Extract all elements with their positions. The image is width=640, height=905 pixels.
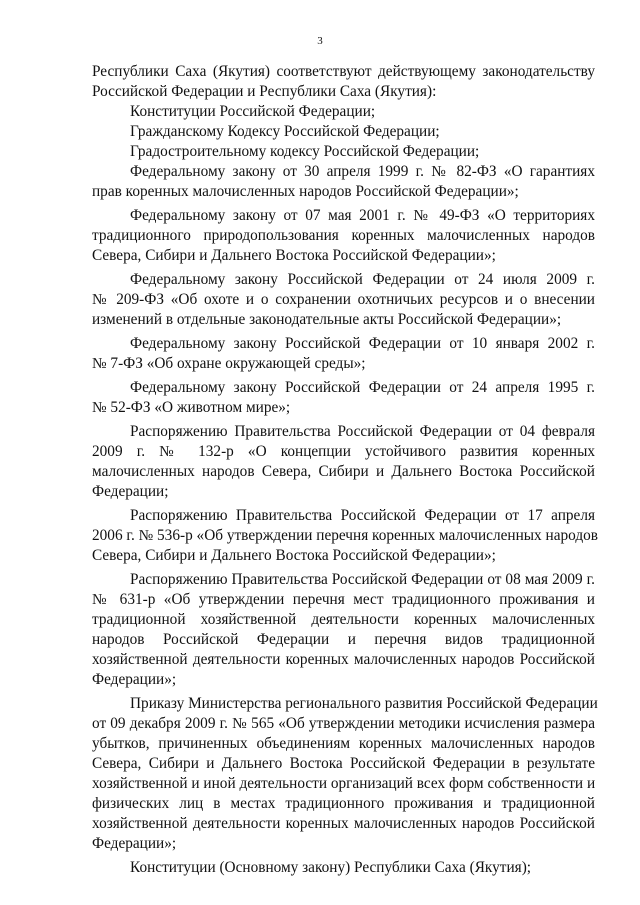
text-line: Федеральному закону Российской Федерации от 10 января 2002 г. bbox=[130, 335, 595, 352]
text-line: изменений в отдельные законодательные акты Российской Федерации»; bbox=[92, 311, 562, 328]
text-line: хозяйственной деятельности коренных малочисленных народов Российской bbox=[92, 815, 595, 832]
text-line: хозяйственной и иной деятельности организаций всех форм собственности и bbox=[92, 775, 596, 792]
text-line: Севера, Сибири и Дальнего Востока Российской Федерации в результате bbox=[92, 755, 595, 772]
text-line: Распоряжению Правительства Российской Федерации от 17 апреля bbox=[130, 507, 595, 524]
text-line: Российской Федерации и Республики Саха (Якутия): bbox=[92, 83, 437, 100]
text-line: народов Российской Федерации и перечня видов традиционной bbox=[92, 631, 595, 648]
page-number: 3 bbox=[317, 35, 323, 47]
text-line: традиционного природопользования коренных малочисленных народов bbox=[92, 227, 595, 244]
text-line: Конституции Российской Федерации; bbox=[130, 103, 376, 120]
text-line: Федерации»; bbox=[92, 671, 177, 688]
text-line: № 7-ФЗ «Об охране окружающей среды»; bbox=[92, 355, 366, 372]
text-line: № 631-р «Об утверждении перечня мест традиционного проживания и bbox=[92, 591, 595, 608]
text-line: № 52-ФЗ «О животном мире»; bbox=[92, 399, 291, 416]
text-line: Федерации»; bbox=[92, 835, 177, 852]
text-line: Федеральному закону от 07 мая 2001 г. № 49-ФЗ «О территориях bbox=[130, 207, 595, 224]
text-line: Конституции (Основному закону) Республики Саха (Якутия); bbox=[130, 859, 532, 876]
text-line: 2006 г. № 536-р «Об утверждении перечня коренных малочисленных народов bbox=[92, 527, 598, 544]
text-line: физических лиц в местах традиционного проживания и традиционной bbox=[92, 795, 595, 812]
text-line: от 09 декабря 2009 г. № 565 «Об утверждении методики исчисления размера bbox=[92, 715, 595, 732]
text-line: 2009 г. № 132-р «О концепции устойчивого развития коренных bbox=[92, 443, 595, 460]
text-line: Распоряжению Правительства Российской Федерации от 04 февраля bbox=[130, 423, 595, 440]
text-line: Республики Саха (Якутия) соответствуют действующему законодательству bbox=[92, 63, 595, 80]
text-line: хозяйственной деятельности коренных малочисленных народов Российской bbox=[92, 651, 595, 668]
text-line: Федеральному закону Российской Федерации от 24 июля 2009 г. bbox=[130, 271, 595, 288]
text-line: Севера, Сибири и Дальнего Востока Российской Федерации»; bbox=[92, 247, 496, 264]
document-body bbox=[92, 62, 598, 878]
text-line: Федеральному закону Российской Федерации от 24 апреля 1995 г. bbox=[130, 379, 595, 396]
text-line: Федерации; bbox=[92, 483, 169, 500]
text-line: Градостроительному кодексу Российской Федерации; bbox=[130, 143, 480, 160]
text-line: № 209-ФЗ «Об охоте и о сохранении охотничьих ресурсов и о внесении bbox=[92, 291, 595, 308]
text-line: Приказу Министерства регионального развития Российской Федерации bbox=[130, 695, 598, 712]
text-line: малочисленных народов Севера, Сибири и Дальнего Востока Российской bbox=[92, 463, 595, 480]
text-line: Федеральному закону от 30 апреля 1999 г. № 82-ФЗ «О гарантиях bbox=[130, 163, 595, 180]
text-line: прав коренных малочисленных народов Российской Федерации»; bbox=[92, 183, 519, 200]
text-line: Севера, Сибири и Дальнего Востока Российской Федерации»; bbox=[92, 547, 496, 564]
text-line: Гражданскому Кодексу Российской Федерации; bbox=[130, 123, 440, 140]
text-line: Распоряжению Правительства Российской Федерации от 08 мая 2009 г. bbox=[130, 571, 595, 588]
text-line: традиционной хозяйственной деятельности коренных малочисленных bbox=[92, 611, 595, 628]
text-line: убытков, причиненных объединениям коренных малочисленных народов bbox=[92, 735, 595, 752]
